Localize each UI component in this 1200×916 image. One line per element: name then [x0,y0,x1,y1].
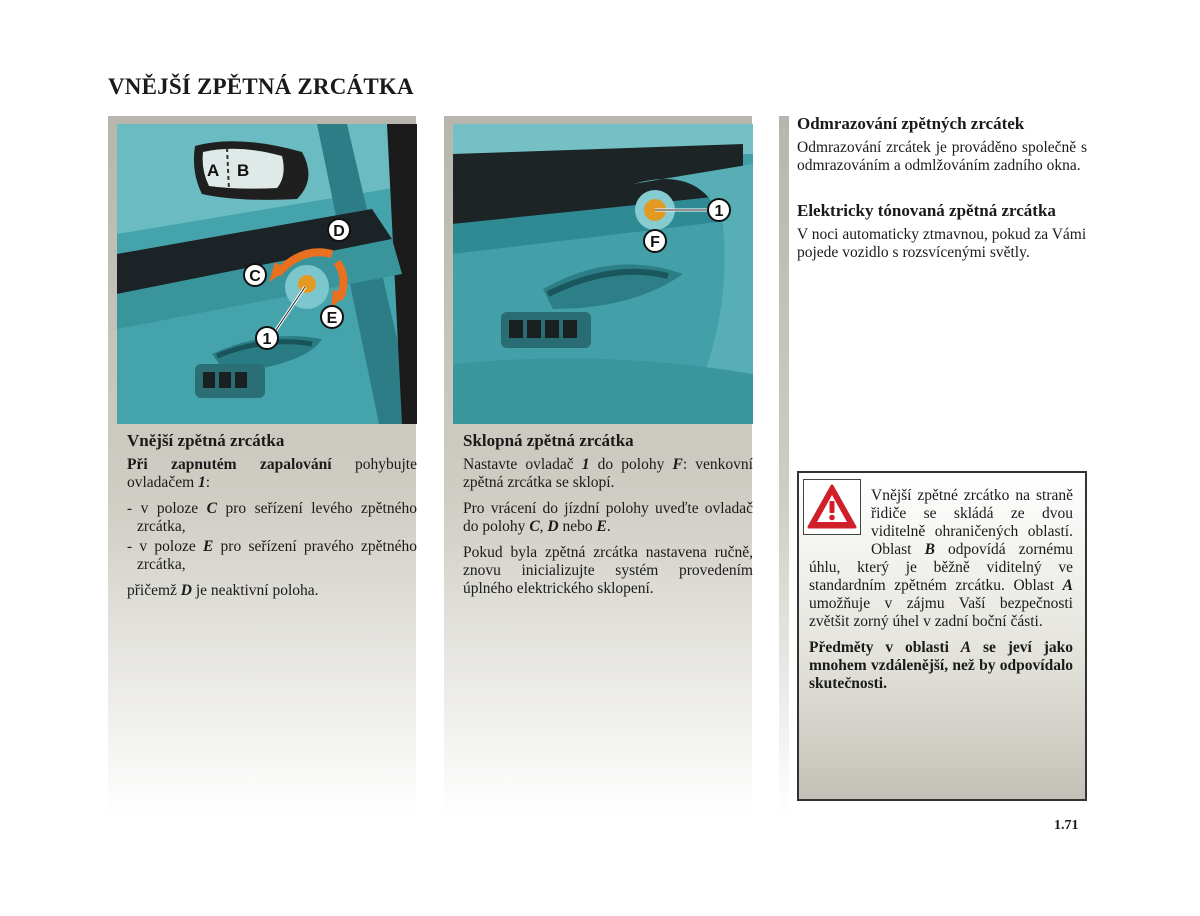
list-item: - v poloze E pro seřízení pravého zpětného zrcátka, [127,538,417,573]
page-title: VNĚJŠÍ ZPĚTNÁ ZRCÁTKA [108,74,414,99]
label-1 [708,199,730,221]
paragraph-bold: Předměty v oblasti A se jeví jako mnohem vzdálenější, než by odpovídalo skutečnosti. [809,639,1073,692]
label-c [244,264,266,286]
label-b [237,161,249,180]
section-folding-mirrors [463,432,753,606]
svg-text:A: A [207,161,220,180]
section-heading: Vnější zpětná zrcátka [127,431,285,450]
svg-text:1: 1 [262,331,272,348]
svg-text:E: E [326,310,338,327]
section-heading: Elektricky tónovaná zpětná zrcátka [797,201,1056,220]
figure-mirror-control [117,124,417,424]
page-number: 1.71 [1054,818,1079,833]
label-f [644,230,666,252]
section-heading: Odmrazování zpětných zrcátek [797,114,1025,133]
section-mirror-features [797,114,1087,270]
section-heading: Sklopná zpětná zrcátka [463,431,634,450]
list [127,500,417,574]
paragraph: přičemž D je neaktivní poloha. [127,582,319,599]
warning-callout [797,471,1087,801]
svg-text:F: F [650,234,660,251]
warning-text [809,487,1073,701]
label-d [328,219,350,241]
paragraph: Pokud byla zpětná zrcátka nastavena ručně, znovu inicializujte systém provedením úplného elektrického sklopení. [463,544,753,597]
svg-text:C: C [249,268,261,285]
paragraph: V noci automaticky ztmavnou, pokud za Vámi pojede vozidlo s rozsvícenými světly. [797,226,1087,261]
paragraph: Nastavte ovladač 1 do polohy F: venkovní zpětná zrcátka se sklopí. [463,456,753,491]
figure-folding-mirror [453,124,753,424]
svg-text:1: 1 [714,203,724,220]
column-bar-right [779,116,789,816]
svg-text:D: D [333,223,345,240]
label-1 [256,327,278,349]
label-a [207,161,219,180]
paragraph: Při zapnutém zapalování pohybujte ovladačem 1: [127,456,417,491]
label-e [321,306,343,328]
paragraph: Pro vrácení do jízdní polohy uveďte ovladač do polohy C, D nebo E. [463,500,753,535]
svg-text:B: B [237,161,250,180]
list-item: - v poloze C pro seřízení levého zpětného zrcátka, [127,500,417,535]
paragraph: Vnější zpětné zrcátko na straně řidiče se skládá ze dvou viditelně ohraničených oblastí. Oblast B odpovídá zornému úhlu, který je běžně viditelný ve standardním zpětném zrcátku. Oblast A umožňuje v zájmu Vaší bezpečnosti zvětšit zorný úhel v zadní boční části. [809,487,1073,630]
paragraph: Odmrazování zrcátek je prováděno společně s odmrazováním a odmlžováním zadního okna. [797,139,1087,174]
section-exterior-mirrors [127,432,417,608]
